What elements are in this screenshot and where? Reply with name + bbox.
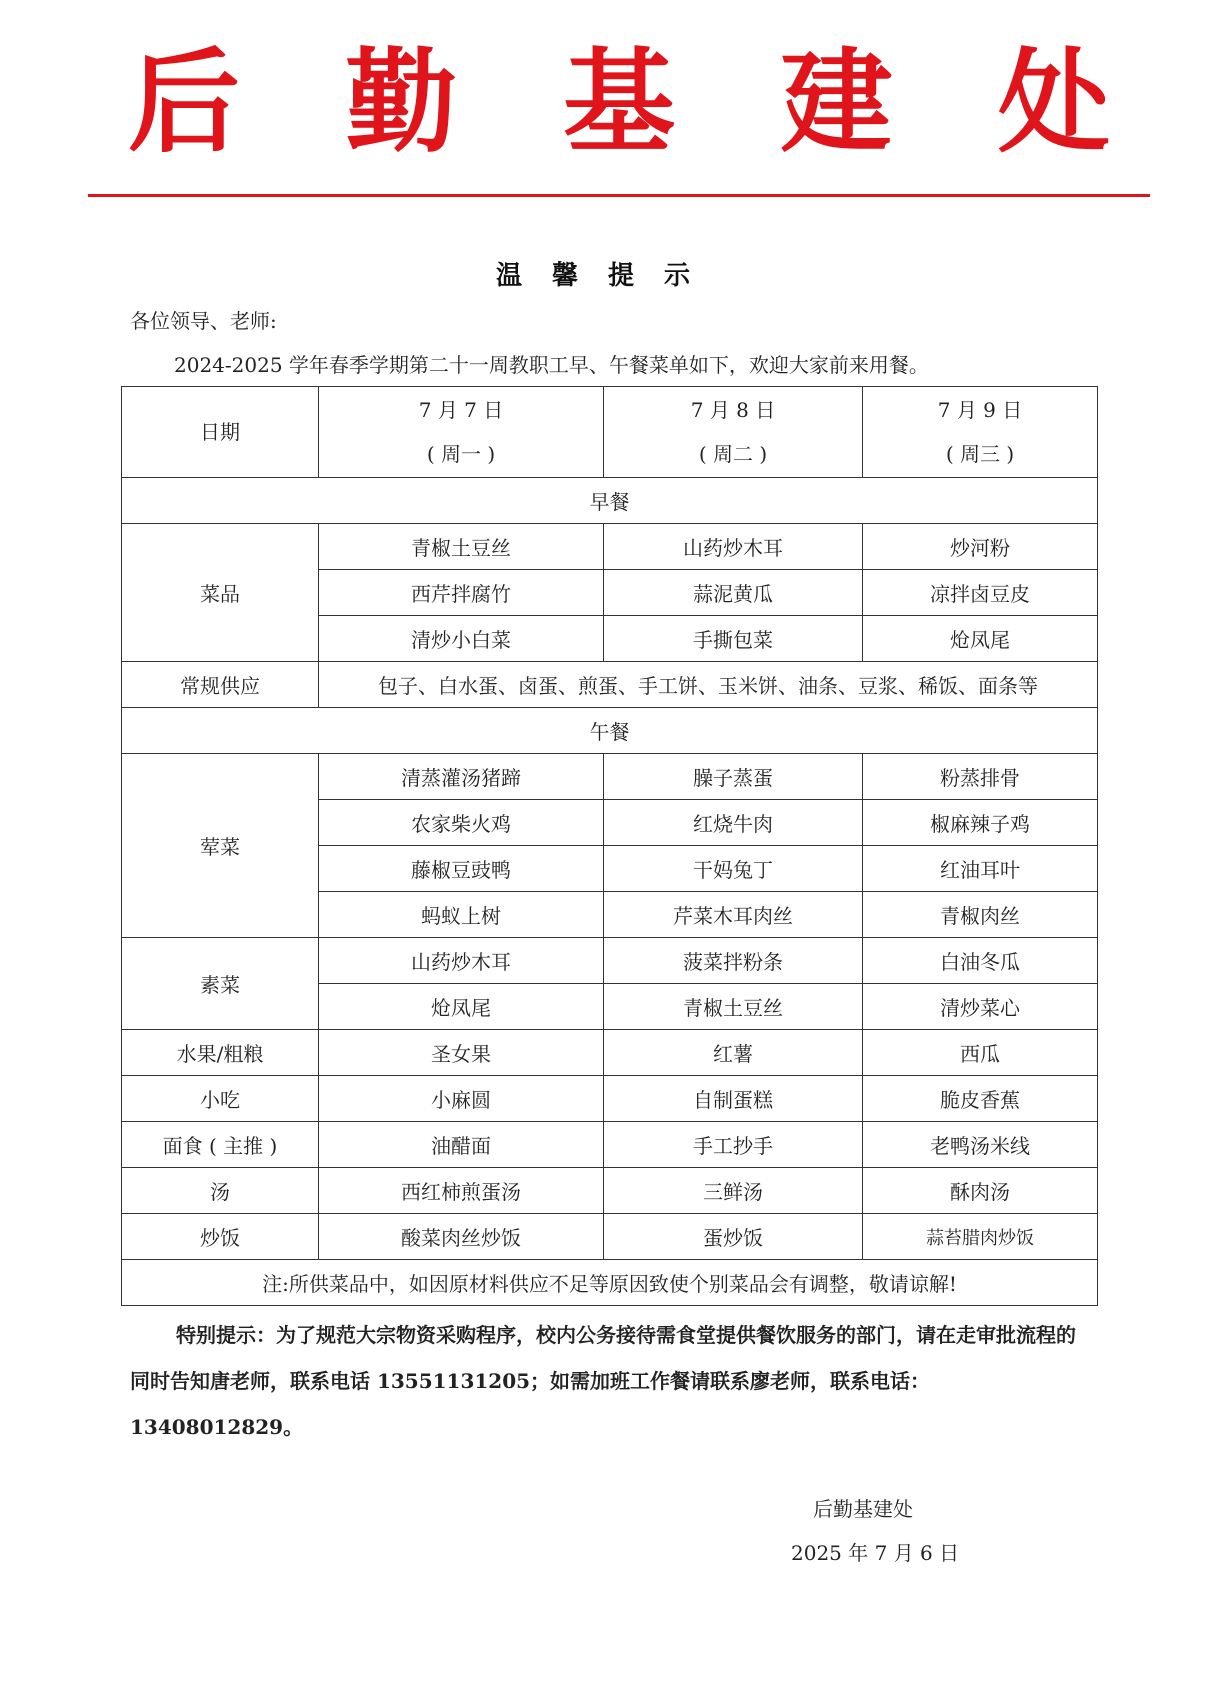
intro-text: 2024-2025 学年春季学期第二十一周教职工早、午餐菜单如下，欢迎大家前来用餐。 (174, 353, 929, 377)
dish-cell: 炝凤尾 (863, 616, 1098, 662)
document-title: 温馨提示 (495, 261, 720, 291)
veg-dishes-label: 素菜 (122, 938, 319, 1030)
table-row (122, 1122, 1098, 1168)
signature-date: 2025 年 7 月 6 日 (791, 1541, 960, 1565)
table-note: 注:所供菜品中，如因原材料供应不足等原因致使个别菜品会有调整，敬请谅解! (122, 1260, 1098, 1306)
dish-cell: 藤椒豆豉鸭 (319, 846, 604, 892)
dish-cell: 干妈兔丁 (604, 846, 863, 892)
letterhead-char: 处 (998, 38, 1110, 168)
day-weekday: ( 周二 ) (698, 442, 768, 466)
dish-cell: 芹菜木耳肉丝 (604, 892, 863, 938)
dish-cell: 菠菜拌粉条 (604, 938, 863, 984)
table-row (122, 662, 1098, 708)
dish-cell: 酸菜肉丝炒饭 (319, 1214, 604, 1260)
table-row-dates (122, 387, 1098, 478)
dish-cell: 红烧牛肉 (604, 800, 863, 846)
letterhead-char: 建 (780, 38, 893, 168)
regular-supply-items: 包子、白水蛋、卤蛋、煎蛋、手工饼、玉米饼、油条、豆浆、稀饭、面条等 (319, 662, 1098, 708)
dish-cell: 青椒土豆丝 (604, 984, 863, 1030)
dish-cell: 炝凤尾 (319, 984, 604, 1030)
dish-cell: 蒜苔腊肉炒饭 (863, 1214, 1098, 1260)
letterhead-char: 基 (563, 38, 675, 168)
table-row (122, 708, 1098, 754)
dish-cell: 青椒土豆丝 (319, 524, 604, 570)
dish-cell: 炒河粉 (863, 524, 1098, 570)
dish-cell: 油醋面 (319, 1122, 604, 1168)
letterhead-char: 后 (128, 38, 240, 168)
row-label-soup: 汤 (122, 1168, 319, 1214)
special-notice: 特别提示：为了规范大宗物资采购程序，校内公务接待需食堂提供餐饮服务的部门，请在走审批流程的同时告知唐老师，联系电话 13551131205；如需加班工作餐请联系廖老师，联系电话：13408012829。 (130, 1323, 1076, 1439)
dish-cell: 蒜泥黄瓜 (604, 570, 863, 616)
day-date: 7 月 8 日 (690, 398, 776, 422)
meat-dishes-label: 荤菜 (122, 754, 319, 938)
table-row (122, 1030, 1098, 1076)
dish-cell: 圣女果 (319, 1030, 604, 1076)
row-label-noodles: 面食 ( 主推 ) (122, 1122, 319, 1168)
dish-cell: 农家柴火鸡 (319, 800, 604, 846)
dish-cell: 手撕包菜 (604, 616, 863, 662)
regular-supply-label: 常规供应 (122, 662, 319, 708)
table-row (122, 1214, 1098, 1260)
day-header (604, 387, 863, 478)
day-weekday: ( 周三 ) (945, 442, 1015, 466)
day-date: 7 月 9 日 (937, 398, 1023, 422)
table-row (122, 938, 1098, 984)
letterhead-divider (88, 194, 1150, 197)
date-header-label: 日期 (122, 387, 319, 478)
dish-cell: 白油冬瓜 (863, 938, 1098, 984)
table-row (122, 524, 1098, 570)
dish-cell: 清蒸灌汤猪蹄 (319, 754, 604, 800)
dish-cell: 脆皮香蕉 (863, 1076, 1098, 1122)
table-row (122, 754, 1098, 800)
table-row (122, 1168, 1098, 1214)
table-row (122, 478, 1098, 524)
row-label-fried-rice: 炒饭 (122, 1214, 319, 1260)
breakfast-section-title: 早餐 (122, 478, 1098, 524)
dish-cell: 手工抄手 (604, 1122, 863, 1168)
lunch-section-title: 午餐 (122, 708, 1098, 754)
dish-cell: 西瓜 (863, 1030, 1098, 1076)
breakfast-dishes-label: 菜品 (122, 524, 319, 662)
dish-cell: 青椒肉丝 (863, 892, 1098, 938)
dish-cell: 自制蛋糕 (604, 1076, 863, 1122)
letterhead-char: 勤 (345, 38, 458, 168)
dish-cell: 凉拌卤豆皮 (863, 570, 1098, 616)
dish-cell: 山药炒木耳 (604, 524, 863, 570)
dish-cell: 小麻圆 (319, 1076, 604, 1122)
salutation: 各位领导、老师: (130, 309, 277, 333)
menu-table (121, 386, 1098, 1306)
row-label-snack: 小吃 (122, 1076, 319, 1122)
dish-cell: 老鸭汤米线 (863, 1122, 1098, 1168)
day-header (319, 387, 604, 478)
row-label-fruit: 水果/粗粮 (122, 1030, 319, 1076)
table-row (122, 1076, 1098, 1122)
day-header (863, 387, 1098, 478)
dish-cell: 西红柿煎蛋汤 (319, 1168, 604, 1214)
dish-cell: 椒麻辣子鸡 (863, 800, 1098, 846)
dish-cell: 山药炒木耳 (319, 938, 604, 984)
dish-cell: 三鲜汤 (604, 1168, 863, 1214)
table-row (122, 1260, 1098, 1306)
day-date: 7 月 7 日 (418, 398, 504, 422)
dish-cell: 清炒菜心 (863, 984, 1098, 1030)
dish-cell: 粉蒸排骨 (863, 754, 1098, 800)
dish-cell: 酥肉汤 (863, 1168, 1098, 1214)
dish-cell: 蛋炒饭 (604, 1214, 863, 1260)
dish-cell: 蚂蚁上树 (319, 892, 604, 938)
dish-cell: 臊子蒸蛋 (604, 754, 863, 800)
dish-cell: 红油耳叶 (863, 846, 1098, 892)
dish-cell: 西芹拌腐竹 (319, 570, 604, 616)
signature-org: 后勤基建处 (813, 1497, 913, 1521)
letterhead (88, 38, 1150, 168)
dish-cell: 清炒小白菜 (319, 616, 604, 662)
day-weekday: ( 周一 ) (426, 442, 496, 466)
dish-cell: 红薯 (604, 1030, 863, 1076)
